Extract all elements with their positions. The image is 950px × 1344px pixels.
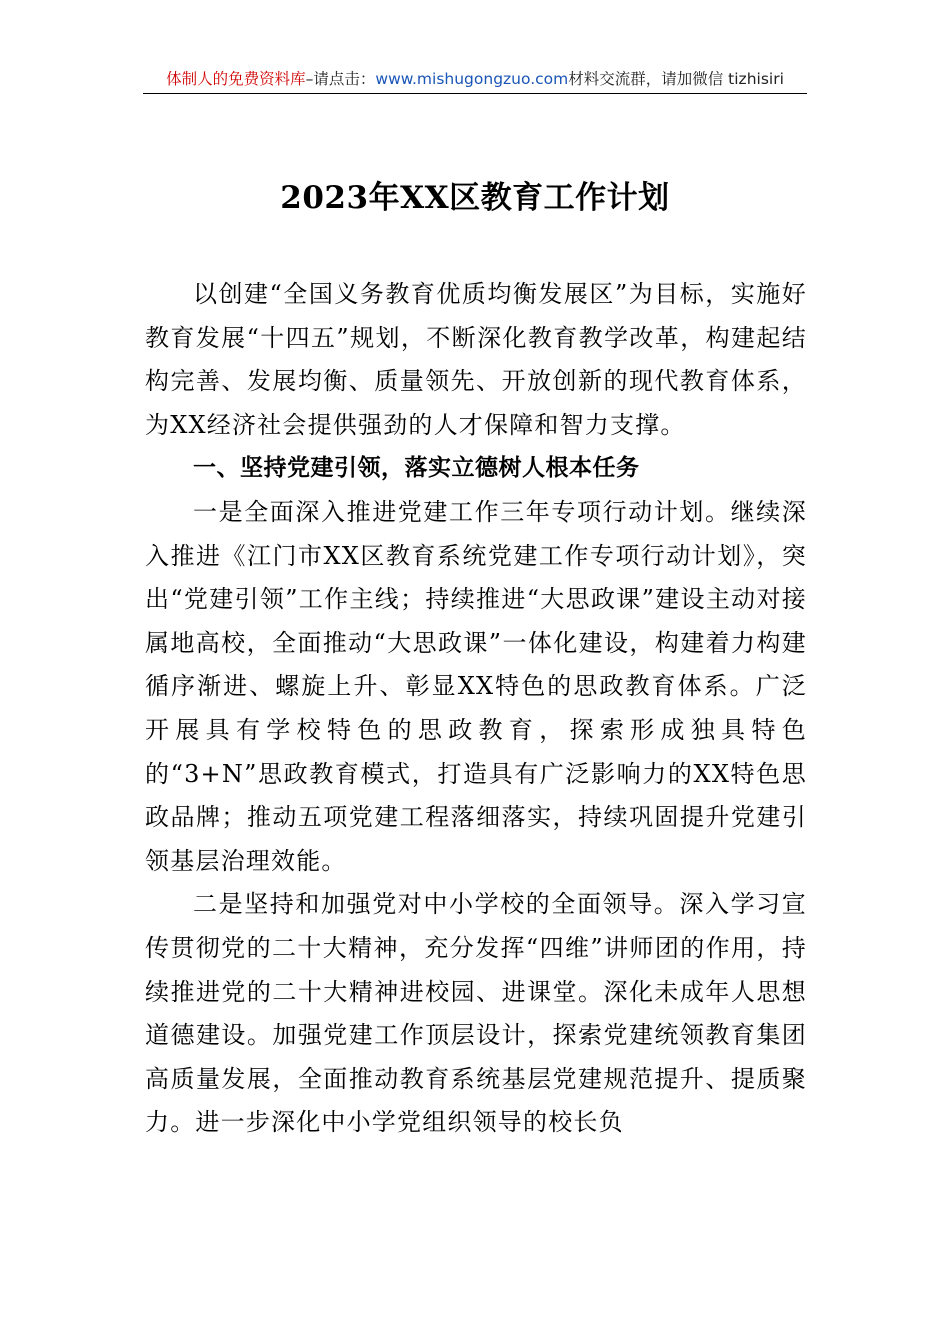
header-prompt: –请点击： [305, 70, 376, 88]
intro-paragraph: 以创建“全国义务教育优质均衡发展区”为目标，实施好教育发展“十四五”规划，不断深化教育教学改革，构建起结构完善、发展均衡、质量领先、开放创新的现代教育体系，为XX经济社会提供强劲的人才保障和智力支撑。 [145, 280, 807, 439]
body-paragraph: 二是坚持和加强党对中小学校的全面领导。深入学习宣传贯彻党的二十大精神，充分发挥“四维”讲师团的作用，持续推进党的二十大精神进校园、进课堂。深化未成年人思想道德建设。加强党建工作顶层设计，探索党建统领教育集团高质量发展，全面推动教育系统基层党建规范提升、提质聚力。进一步深化中小学党组织领导的校长负 [145, 890, 807, 1137]
document-body [145, 273, 807, 1145]
section-heading: 一、坚持党建引领，落实立德树人根本任务 [193, 455, 640, 482]
header-note: 材料交流群，请加微信 tizhisiri [568, 70, 784, 88]
header-site-name: 体制人的免费资料库 [166, 70, 306, 88]
document-title: 2023年XX区教育工作计划 [280, 180, 670, 216]
page-header [143, 66, 807, 94]
header-url-link[interactable]: www.mishugongzuo.com [375, 70, 569, 88]
body-paragraph: 一是全面深入推进党建工作三年专项行动计划。继续深入推进《江门市XX区教育系统党建工作专项行动计划》，突出“党建引领”工作主线；持续推进“大思政课”建设主动对接属地高校，全面推动“大思政课”一体化建设，构建着力构建循序渐进、螺旋上升、彰显XX特色的思政教育体系。广泛开展具有学校特色的思政教育，探索形成独具特色的“3+N”思政教育模式，打造具有广泛影响力的XX特色思政品牌；推动五项党建工程落细落实，持续巩固提升党建引领基层治理效能。 [145, 497, 807, 875]
